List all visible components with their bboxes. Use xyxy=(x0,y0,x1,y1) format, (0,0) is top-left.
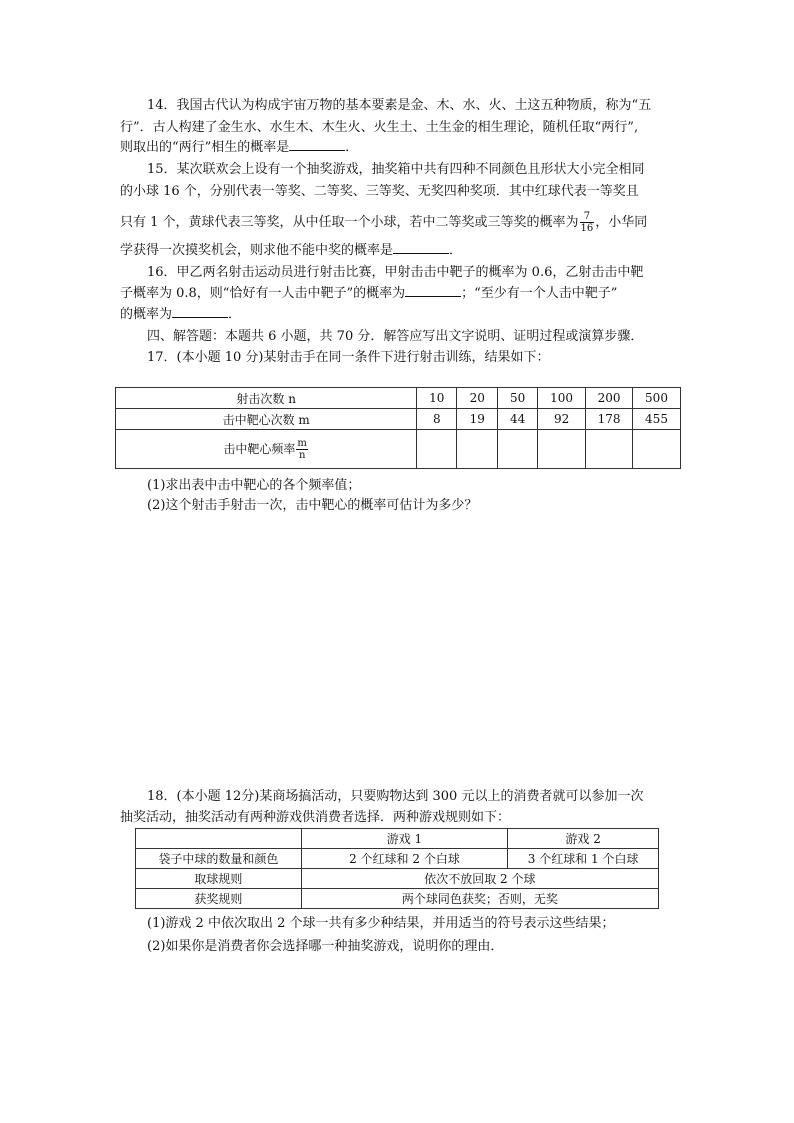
q18-line-1: 18．(本小题 12分)某商场搞活动，只要购物达到 300 元以上的消费者就可以参加一次 xyxy=(147,789,644,804)
q16-line-3-text: 的概率为 xyxy=(120,307,173,322)
q15-line-3 xyxy=(120,211,647,234)
table-cell: 10 xyxy=(417,388,457,409)
fraction-denominator: 16 xyxy=(580,223,594,234)
header-game-1: 游戏 1 xyxy=(301,829,508,849)
table-cell: 依次不放回取 2 个球 xyxy=(301,869,658,889)
row-label-balls: 袋子中球的数量和颜色 xyxy=(136,849,302,869)
empty-cell xyxy=(538,430,586,469)
q17-sub-1: (1)求出表中击中靶心的各个频率值； xyxy=(147,478,361,493)
answer-blank xyxy=(289,138,345,151)
empty-cell xyxy=(633,430,681,469)
table-row xyxy=(136,869,659,889)
q15-line-4-text: 学获得一次摸奖机会，则求他不能中奖的概率是 xyxy=(120,243,394,258)
q14-line-3-text: 则取出的“两行”相生的概率是 xyxy=(120,140,290,155)
fraction-numerator: 7 xyxy=(580,211,595,223)
table-cell: 455 xyxy=(633,409,681,430)
header-blank-cell xyxy=(136,829,302,849)
row-label-frequency xyxy=(116,430,417,469)
q18-sub-1: (1)游戏 2 中依次取出 2 个球一共有多少种结果，并用适当的符号表示这些结果； xyxy=(147,916,615,931)
empty-cell xyxy=(498,430,538,469)
q14-line-2: 行”．古人构建了金生水、水生木、木生火、火生土、土生金的相生理论，随机任取“两行”, xyxy=(120,120,639,135)
q18-line-2: 抽奖活动，抽奖活动有两种游戏供消费者选择．两种游戏规则如下： xyxy=(120,810,511,825)
table-row xyxy=(136,829,659,849)
q16-line-2-mid: ；“至少有一个人击中靶子” xyxy=(461,286,618,301)
empty-cell xyxy=(586,430,633,469)
q18-sub-2: (2)如果你是消费者你会选择哪一种抽奖游戏，说明你的理由． xyxy=(147,939,504,954)
table-cell: 3 个红球和 1 个白球 xyxy=(508,849,659,869)
q16-line-2 xyxy=(120,284,617,304)
table-row xyxy=(116,409,681,430)
fraction-numerator: m xyxy=(297,437,307,449)
q15-line-1: 15．某次联欢会上设有一个抽奖游戏，抽奖箱中共有四种不同颜色且形状大小完全相同 xyxy=(147,162,645,177)
q14-line-3-end: ． xyxy=(345,140,359,155)
table-cell: 44 xyxy=(498,409,538,430)
table-cell: 500 xyxy=(633,388,681,409)
empty-cell xyxy=(417,430,457,469)
row-label-draw-rule: 取球规则 xyxy=(136,869,302,889)
table-cell: 200 xyxy=(586,388,633,409)
table-cell: 100 xyxy=(538,388,586,409)
lottery-games-table xyxy=(135,828,659,909)
table-cell: 92 xyxy=(538,409,586,430)
row-label-prize-rule: 获奖规则 xyxy=(136,889,302,909)
table-cell: 19 xyxy=(457,409,498,430)
table-cell: 50 xyxy=(498,388,538,409)
frequency-label: 击中靶心频率 xyxy=(223,441,296,456)
q17-stem: 17．(本小题 10 分)某射击手在同一条件下进行射击训练，结果如下： xyxy=(147,350,550,365)
q17-sub-2: (2)这个射击手射击一次，击中靶心的概率可估计为多少？ xyxy=(147,498,478,513)
q16-line-2-text: 子概率为 0.8，则“恰好有一人击中靶子”的概率为 xyxy=(120,286,406,301)
frequency-fraction xyxy=(296,438,307,461)
fraction-denominator: n xyxy=(298,449,306,461)
row-label-hits: 击中靶心次数 m xyxy=(116,409,417,430)
row-label-shots: 射击次数 n xyxy=(116,388,417,409)
probability-fraction xyxy=(580,211,595,234)
q15-line-3-text: 只有 1 个，黄球代表三等奖，从中任取一个小球，若中二等奖或三等奖的概率为 xyxy=(120,215,579,230)
answer-blank xyxy=(393,241,449,254)
table-cell: 20 xyxy=(457,388,498,409)
table-row xyxy=(116,430,681,469)
header-game-2: 游戏 2 xyxy=(508,829,659,849)
q15-line-4-end: ． xyxy=(449,243,463,258)
table-cell: 8 xyxy=(417,409,457,430)
table-row xyxy=(136,849,659,869)
q16-line-1: 16．甲乙两名射击运动员进行射击比赛，甲射击击中靶子的概率为 0.6，乙射击击中靶 xyxy=(147,265,644,280)
answer-blank xyxy=(405,284,461,297)
q15-line-4 xyxy=(120,241,462,261)
table-cell: 178 xyxy=(586,409,633,430)
q16-line-3-end: ． xyxy=(228,307,242,322)
table-cell: 两个球同色获奖；否则，无奖 xyxy=(301,889,658,909)
q15-line-3-end: ，小华同 xyxy=(595,215,648,230)
q14-line-1: 14．我国古代认为构成宇宙万物的基本要素是金、木、水、火、土这五种物质，称为“五 xyxy=(147,98,652,113)
table-cell: 2 个红球和 2 个白球 xyxy=(301,849,508,869)
table-row xyxy=(136,889,659,909)
q16-line-3 xyxy=(120,305,241,325)
q14-line-3 xyxy=(120,138,358,158)
empty-cell xyxy=(457,430,498,469)
table-row xyxy=(116,388,681,409)
answer-blank xyxy=(172,305,228,318)
q15-line-2: 的小球 16 个，分别代表一等奖、二等奖、三等奖、无奖四种奖项．其中红球代表一等奖且 xyxy=(120,184,639,199)
shooting-results-table xyxy=(115,387,681,469)
section-heading: 四、解答题：本题共 6 小题，共 70 分．解答应写出文字说明、证明过程或演算步骤． xyxy=(147,329,644,344)
